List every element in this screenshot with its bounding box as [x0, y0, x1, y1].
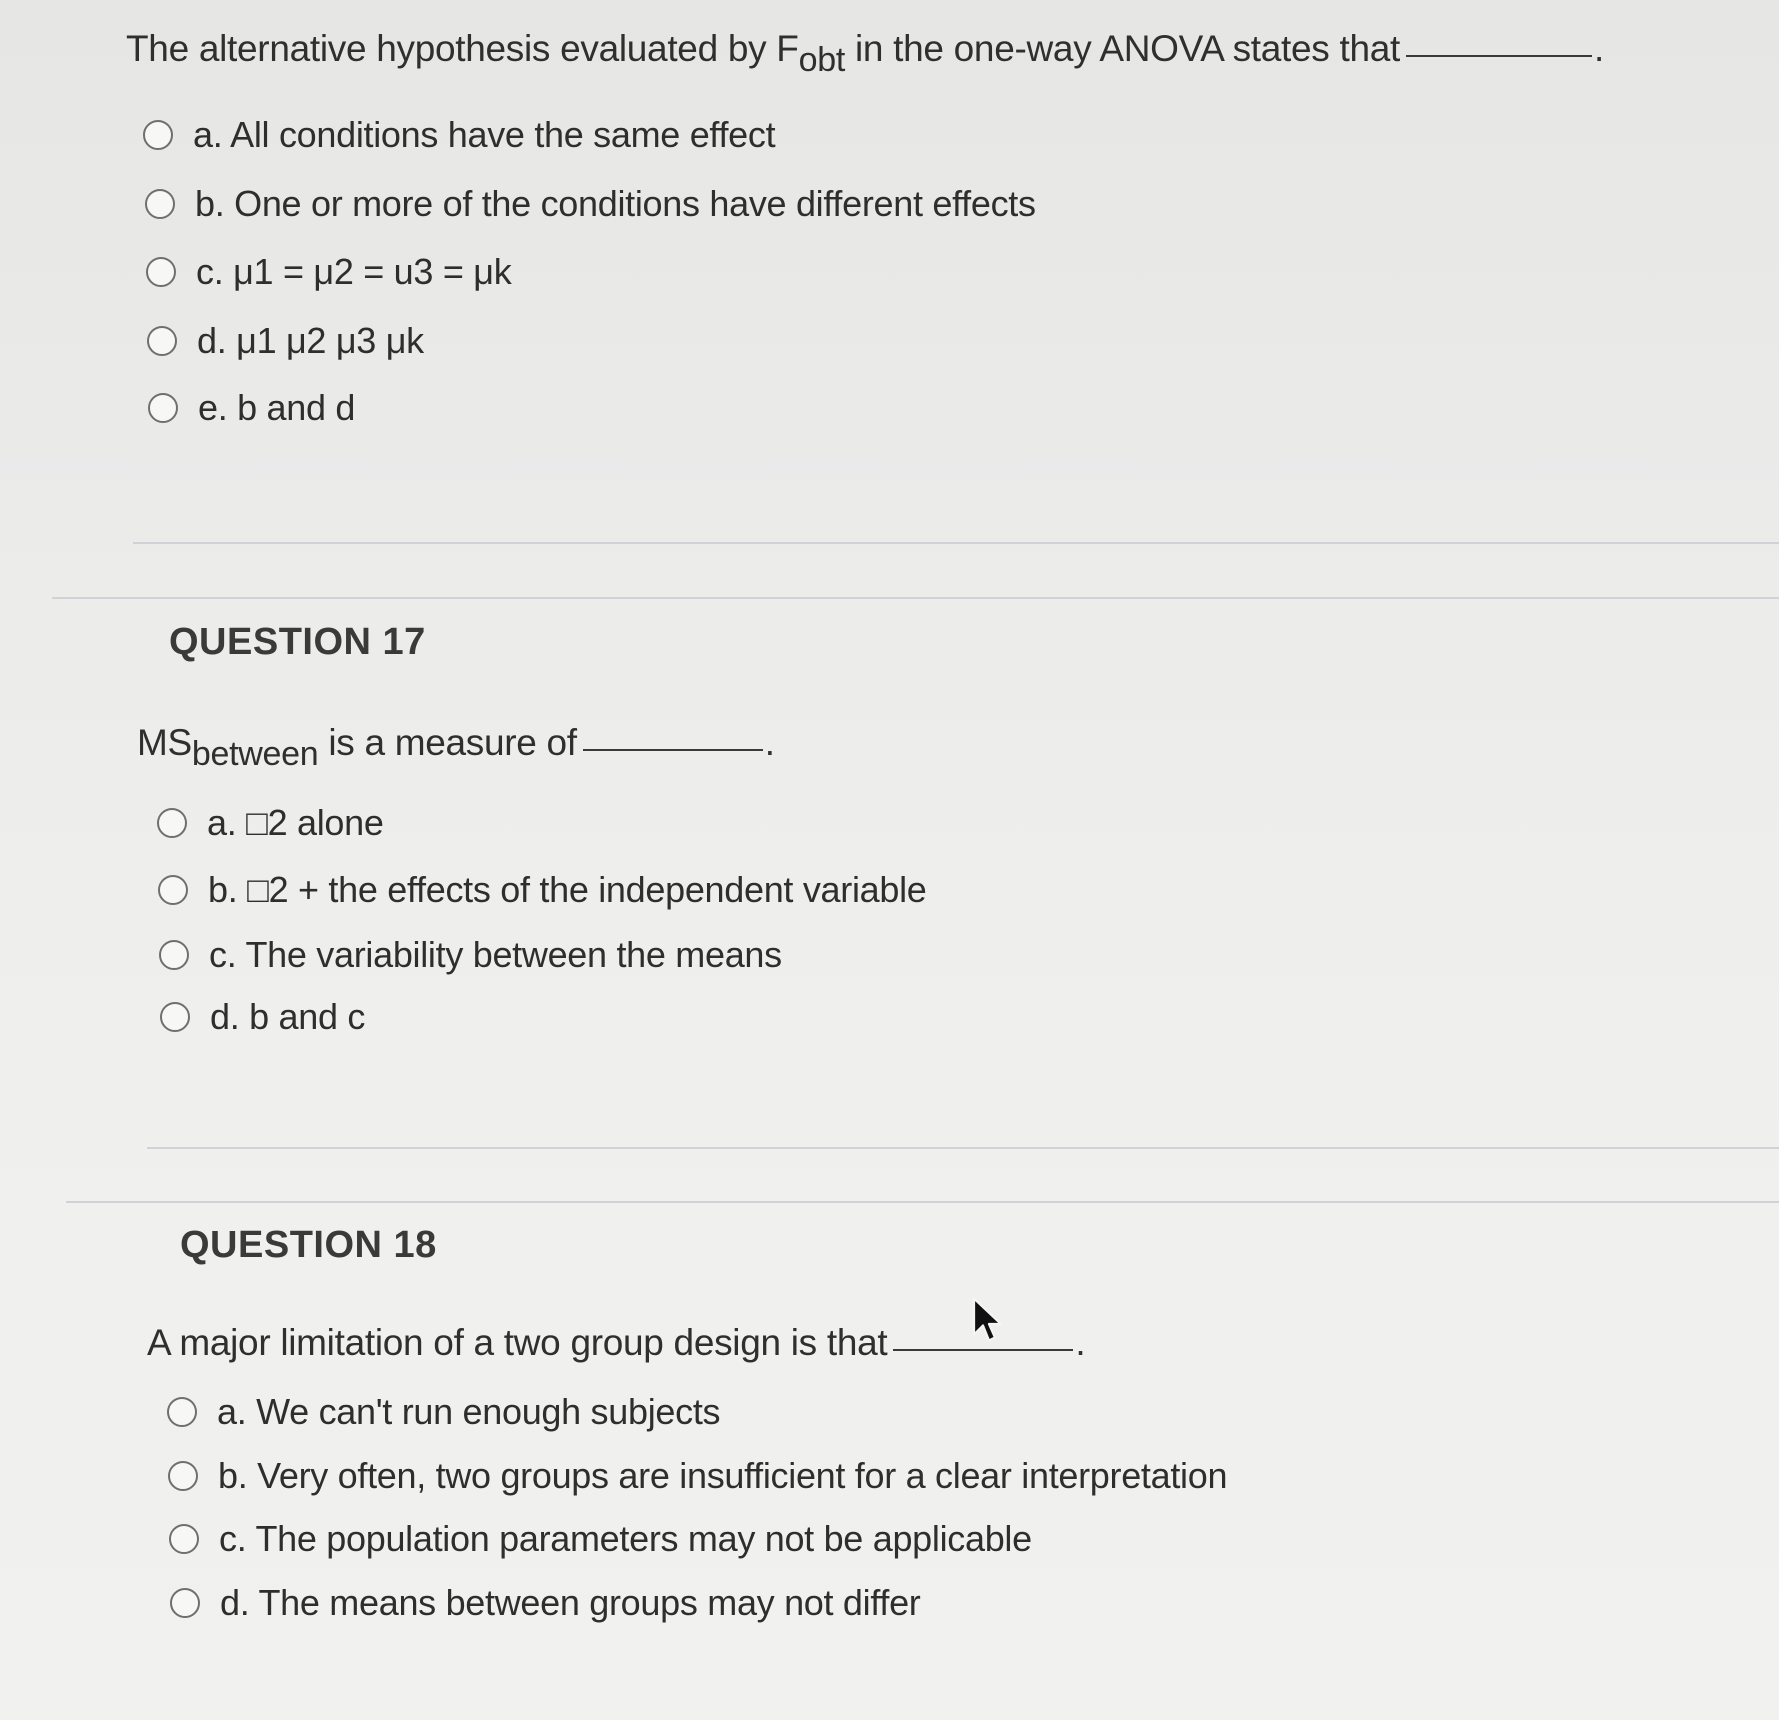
radio-button[interactable]	[169, 1524, 199, 1554]
option-label: b. □2 + the effects of the independent variable	[208, 869, 927, 910]
question-18-heading: QUESTION 18	[180, 1224, 437, 1266]
q18-option-a[interactable]	[167, 1391, 720, 1433]
section-divider	[66, 1201, 1779, 1203]
question-divider	[147, 1147, 1779, 1149]
question-17-prompt-subscript: between	[191, 735, 319, 773]
radio-button[interactable]	[158, 875, 188, 905]
q17-option-d[interactable]	[160, 996, 365, 1038]
section-divider	[52, 597, 1779, 599]
radio-button[interactable]	[167, 1397, 197, 1427]
question-16-period: .	[1594, 28, 1604, 69]
q16-option-c[interactable]	[146, 251, 511, 293]
radio-button[interactable]	[157, 808, 187, 838]
question-17-prompt	[137, 722, 775, 773]
question-divider	[133, 542, 1779, 544]
question-17-prompt-end: is a measure of	[318, 722, 577, 763]
answer-blank	[1406, 54, 1592, 57]
question-18-prompt-text: A major limitation of a two group design is that	[147, 1322, 888, 1363]
option-label: a. We can't run enough subjects	[217, 1391, 721, 1432]
q16-option-b[interactable]	[145, 183, 1036, 225]
radio-button[interactable]	[168, 1461, 198, 1491]
radio-button[interactable]	[170, 1588, 200, 1618]
question-18-period: .	[1075, 1322, 1086, 1363]
question-17-heading: QUESTION 17	[169, 621, 426, 663]
option-label: c. The population parameters may not be applicable	[219, 1518, 1032, 1559]
q16-option-d[interactable]	[147, 320, 424, 362]
question-17-period: .	[764, 722, 775, 763]
q17-option-a[interactable]	[157, 802, 384, 844]
radio-button[interactable]	[145, 189, 175, 219]
q16-option-e[interactable]	[148, 387, 355, 429]
option-label: d. b and c	[210, 996, 366, 1037]
option-label: e. b and d	[198, 387, 356, 428]
option-label: c. The variability between the means	[209, 934, 782, 975]
q18-option-d[interactable]	[170, 1582, 921, 1624]
question-18-prompt	[147, 1322, 1085, 1364]
option-label: a. All conditions have the same effect	[193, 114, 776, 155]
question-16-prompt-end: in the one-way ANOVA states that	[844, 28, 1400, 69]
answer-blank	[893, 1348, 1073, 1351]
option-label: b. Very often, two groups are insufficient for a clear interpretation	[218, 1455, 1228, 1496]
question-16-prompt-subscript: obt	[798, 41, 845, 79]
radio-button[interactable]	[159, 940, 189, 970]
q18-option-b[interactable]	[168, 1455, 1227, 1497]
radio-button[interactable]	[160, 1002, 190, 1032]
q17-option-c[interactable]	[159, 934, 782, 976]
question-16-prompt	[126, 28, 1604, 79]
q16-option-a[interactable]	[143, 114, 775, 156]
question-17-prompt-start: MS	[137, 722, 192, 763]
radio-button[interactable]	[148, 393, 178, 423]
option-label: b. One or more of the conditions have different effects	[195, 183, 1036, 224]
answer-blank	[583, 748, 763, 751]
radio-button[interactable]	[146, 257, 176, 287]
q17-option-b[interactable]	[158, 869, 927, 911]
option-label: a. □2 alone	[207, 802, 384, 843]
option-label: d. μ1 μ2 μ3 μk	[197, 320, 424, 361]
radio-button[interactable]	[143, 120, 173, 150]
mouse-cursor-icon	[971, 1297, 1007, 1345]
option-label: c. μ1 = μ2 = u3 = μk	[196, 251, 512, 292]
q18-option-c[interactable]	[169, 1518, 1032, 1560]
radio-button[interactable]	[147, 326, 177, 356]
option-label: d. The means between groups may not differ	[220, 1582, 921, 1623]
question-16-prompt-start: The alternative hypothesis evaluated by F	[126, 28, 799, 69]
